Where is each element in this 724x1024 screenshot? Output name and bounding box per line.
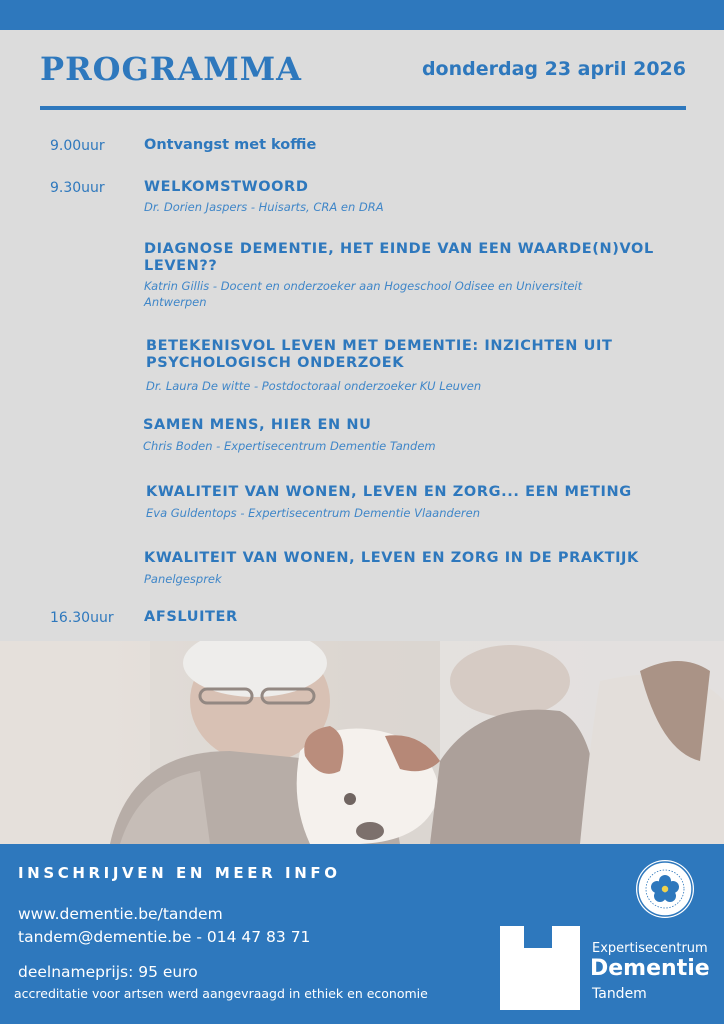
header-divider [40, 106, 686, 110]
logo-text-dementie: Dementie [590, 956, 710, 981]
website-link[interactable]: www.dementie.be/tandem [18, 905, 223, 923]
program-item [144, 179, 689, 215]
page-title: PROGRAMMA [40, 50, 302, 88]
program-item [143, 417, 688, 454]
forget-me-not-flower-icon [636, 860, 694, 918]
program-item [146, 484, 691, 521]
program-item [144, 241, 689, 310]
program-item-title: Ontvangst met koffie [144, 137, 317, 153]
photo-illustration [0, 641, 724, 844]
program-item [144, 550, 689, 587]
program-item-speaker: Eva Guldentops - Expertisecentrum Dementie Vlaanderen [146, 506, 480, 520]
program-item-speaker: Katrin Gillis - Docent en onderzoeker aan Hogeschool Odisee en Universiteit [144, 279, 583, 293]
program-item-speaker: Chris Boden - Expertisecentrum Dementie Tandem [143, 439, 436, 453]
time-slot: 9.00uur [50, 138, 105, 154]
logo-text-tandem: Tandem [592, 986, 647, 1002]
top-bar [0, 0, 724, 30]
program-item-title: BETEKENISVOL LEVEN MET DEMENTIE: INZICHTEN UIT [146, 338, 613, 354]
time-slot: 9.30uur [50, 180, 105, 196]
program-item-title: PSYCHOLOGISCH ONDERZOEK [146, 355, 405, 371]
program-item [146, 338, 691, 394]
program-item [144, 609, 689, 626]
program-item-title: LEVEN?? [144, 258, 218, 274]
event-date: donderdag 23 april 2026 [421, 58, 686, 80]
program-item [144, 137, 689, 154]
time-slot: 16.30uur [50, 610, 114, 626]
program-item-title: AFSLUITER [144, 609, 238, 625]
contact-info: tandem@dementie.be - 014 47 83 71 [18, 928, 311, 946]
tandem-logo-icon [500, 926, 580, 1010]
program-item-speaker: Dr. Laura De witte - Postdoctoraal onderzoeker KU Leuven [146, 379, 482, 393]
program-item-speaker: Antwerpen [144, 295, 207, 309]
accreditation-info: accreditatie voor artsen werd aangevraagd in ethiek en economie [14, 986, 428, 1001]
program-item-title: KWALITEIT VAN WONEN, LEVEN EN ZORG... EEN METING [146, 484, 632, 500]
footer-heading: INSCHRIJVEN EN MEER INFO [18, 864, 341, 882]
program-item-title: WELKOMSTWOORD [144, 179, 309, 195]
event-photo [0, 641, 724, 844]
program-item-title: SAMEN MENS, HIER EN NU [143, 417, 372, 433]
logo-text-expertisecentrum: Expertisecentrum [592, 941, 708, 956]
program-item-title: KWALITEIT VAN WONEN, LEVEN EN ZORG IN DE PRAKTIJK [144, 550, 639, 566]
footer [0, 844, 724, 1024]
price-info: deelnameprijs: 95 euro [18, 963, 198, 981]
program-item-speaker: Dr. Dorien Jaspers - Huisarts, CRA en DRA [144, 200, 384, 214]
program-item-speaker: Panelgesprek [144, 572, 222, 586]
dementia-friendly-seal [636, 860, 694, 918]
program-item-title: DIAGNOSE DEMENTIE, HET EINDE VAN EEN WAARDE(N)VOL [144, 241, 654, 257]
